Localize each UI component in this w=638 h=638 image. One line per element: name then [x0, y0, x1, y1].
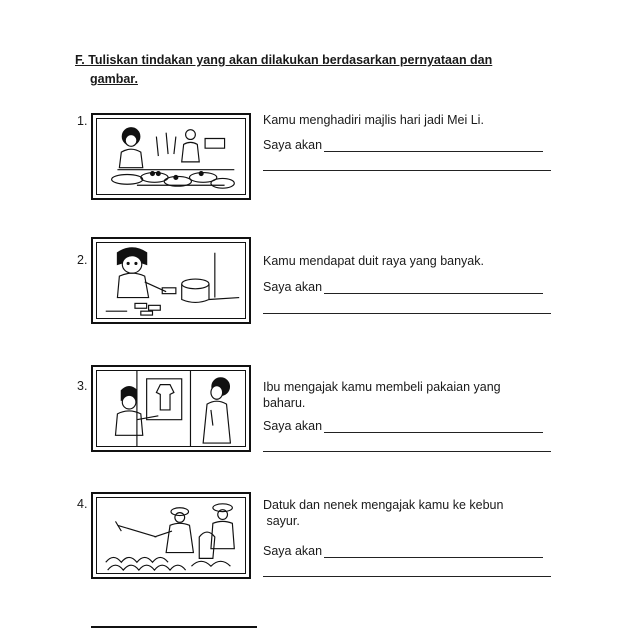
question-2-statement: Kamu mendapat duit raya yang banyak. — [263, 254, 484, 268]
question-1-picture — [91, 113, 251, 200]
question-3-statement-line-2: baharu. — [263, 396, 306, 410]
answer-prefix: Saya akan — [263, 138, 323, 152]
question-number-2: 2. — [77, 253, 88, 267]
birthday-party-illustration — [97, 119, 245, 194]
question-1-answer-field[interactable] — [263, 138, 543, 152]
question-4-answer-field[interactable] — [263, 544, 543, 558]
question-3-picture — [91, 365, 251, 452]
question-4-picture — [91, 492, 251, 579]
question-1-statement: Kamu menghadiri majlis hari jadi Mei Li. — [263, 113, 484, 127]
question-4-statement-line-1: Datuk dan nenek mengajak kamu ke kebun — [263, 498, 504, 512]
worksheet-heading — [75, 51, 545, 89]
question-number-4: 4. — [77, 497, 88, 511]
question-2-answer-field[interactable] — [263, 280, 543, 294]
answer-line[interactable] — [324, 141, 543, 152]
question-4-statement — [263, 497, 553, 529]
vegetable-garden-illustration — [97, 498, 245, 573]
answer-prefix: Saya akan — [263, 419, 323, 433]
answer-line[interactable] — [324, 547, 543, 558]
question-4-answer-line-2[interactable] — [263, 576, 551, 577]
heading-line-2: gambar. — [90, 72, 138, 86]
answer-line[interactable] — [324, 422, 543, 433]
money-counting-illustration — [97, 243, 245, 318]
question-2-answer-line-2[interactable] — [263, 313, 551, 314]
question-3-statement-line-1: Ibu mengajak kamu membeli pakaian yang — [263, 380, 501, 394]
answer-line[interactable] — [324, 283, 543, 294]
question-1-answer-line-2[interactable] — [263, 170, 551, 171]
question-3-answer-field[interactable] — [263, 419, 543, 433]
question-2-picture — [91, 237, 251, 324]
question-number-3: 3. — [77, 379, 88, 393]
question-number-1: 1. — [77, 114, 88, 128]
question-3-statement — [263, 379, 553, 411]
question-4-statement-line-2: sayur. — [263, 514, 300, 528]
question-3-answer-line-2[interactable] — [263, 451, 551, 452]
clothes-shopping-illustration — [97, 371, 245, 446]
heading-line-1: F. Tuliskan tindakan yang akan dilakukan berdasarkan pernyataan dan — [75, 53, 493, 67]
answer-prefix: Saya akan — [263, 280, 323, 294]
next-question-picture-edge — [91, 626, 257, 638]
answer-prefix: Saya akan — [263, 544, 323, 558]
